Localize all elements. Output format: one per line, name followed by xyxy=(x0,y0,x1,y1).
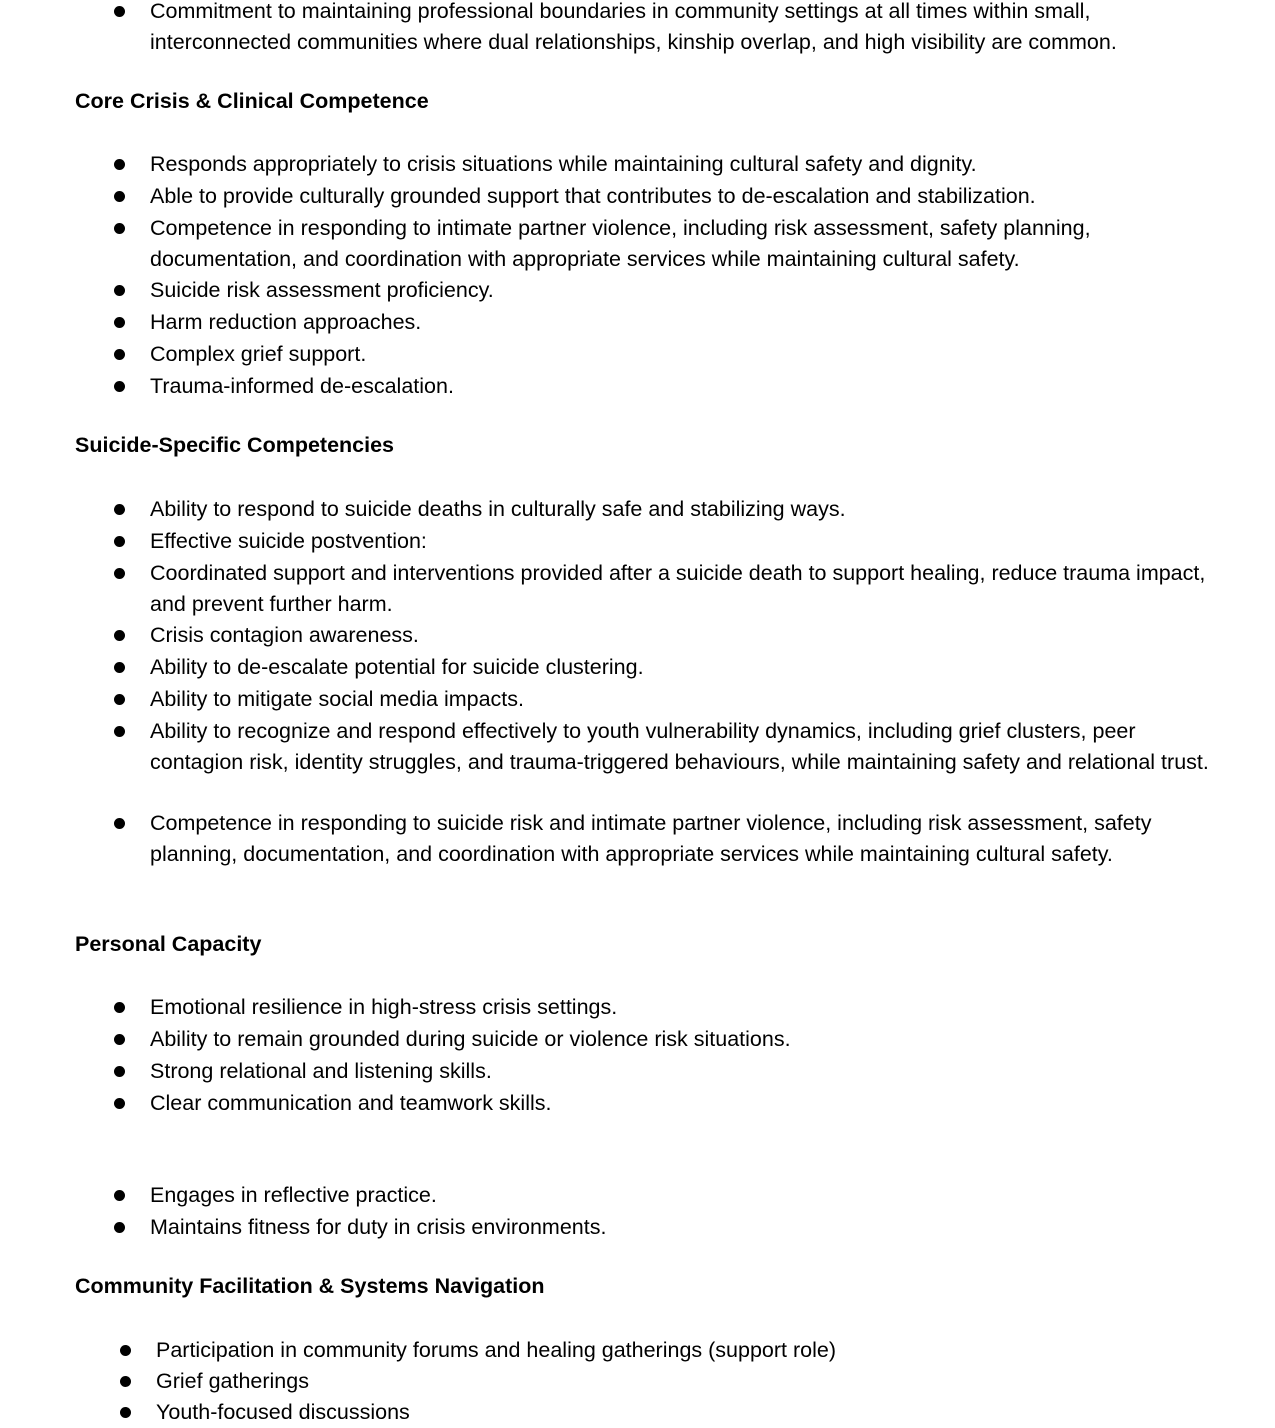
list-item-text: Crisis contagion awareness. xyxy=(150,623,419,647)
bullet-icon xyxy=(113,0,127,10)
bullet-icon xyxy=(113,620,127,634)
bullet-icon xyxy=(113,181,127,195)
section-heading-personal: Personal Capacity xyxy=(75,932,262,956)
list-item-text: Clear communication and teamwork skills. xyxy=(150,1091,552,1115)
list-item-text: Grief gatherings xyxy=(156,1369,309,1393)
list-item-text: Competence in responding to suicide risk and intimate partner violence, including risk assessment, safety planning, documentation, and coordination with appropriate services while maintaining cultural safety. xyxy=(150,811,1152,866)
bullet-icon xyxy=(113,558,127,572)
list-item-text: Youth-focused discussions xyxy=(156,1400,410,1424)
bullet-icon xyxy=(113,275,127,289)
bullet-icon xyxy=(113,494,127,508)
list-item-text: Ability to mitigate social media impacts. xyxy=(150,687,525,711)
bullet-icon xyxy=(113,213,127,227)
list-item-text: Ability to recognize and respond effectively to youth vulnerability dynamics, including grief clusters, peer contagion risk, identity struggles, and trauma-triggered behaviours, while maintaining safety and relational trust. xyxy=(150,719,1209,774)
bullet-icon xyxy=(113,992,127,1006)
list-item-text: Ability to de-escalate potential for suicide clustering. xyxy=(150,655,644,679)
section-heading-suicide: Suicide-Specific Competencies xyxy=(75,433,395,457)
bullet-icon xyxy=(113,1180,127,1194)
bullet-icon xyxy=(113,684,127,698)
bullet-icon xyxy=(113,307,127,321)
bullet-icon xyxy=(119,1397,133,1411)
list-item-text: Engages in reflective practice. xyxy=(150,1183,437,1207)
bullet-icon xyxy=(113,371,127,385)
bullet-icon xyxy=(113,526,127,540)
list-item-text: Ability to respond to suicide deaths in culturally safe and stabilizing ways. xyxy=(150,497,846,521)
list-item-text: Effective suicide postvention: xyxy=(150,529,427,553)
bullet-icon xyxy=(113,339,127,353)
bullet-icon xyxy=(113,149,127,163)
bullet-icon xyxy=(113,1056,127,1070)
bullet-icon xyxy=(113,716,127,730)
bullet-icon xyxy=(113,652,127,666)
list-item-text: Strong relational and listening skills. xyxy=(150,1059,492,1083)
list-item-text: Responds appropriately to crisis situations while maintaining cultural safety and dignity. xyxy=(150,152,977,176)
list-item-text: Participation in community forums and healing gatherings (support role) xyxy=(156,1338,836,1362)
list-item-text: Suicide risk assessment proficiency. xyxy=(150,278,494,302)
bullet-icon xyxy=(113,808,127,822)
list-item-text: Maintains fitness for duty in crisis environments. xyxy=(150,1215,607,1239)
bullet-icon xyxy=(113,1088,127,1102)
bullet-icon xyxy=(119,1335,133,1349)
list-item-text: Ability to remain grounded during suicide or violence risk situations. xyxy=(150,1027,791,1051)
list-item-text: Harm reduction approaches. xyxy=(150,310,422,334)
bullet-icon xyxy=(113,1024,127,1038)
bullet-icon xyxy=(113,1212,127,1226)
list-item-text: Coordinated support and interventions provided after a suicide death to support healing, reduce trauma impact, and prevent further harm. xyxy=(150,561,1206,616)
list-item-text: Able to provide culturally grounded support that contributes to de-escalation and stabilization. xyxy=(150,184,1036,208)
bullet-icon xyxy=(119,1366,133,1380)
list-item-text: Complex grief support. xyxy=(150,342,367,366)
section-heading-core: Core Crisis & Clinical Competence xyxy=(75,89,429,113)
section-heading-community: Community Facilitation & Systems Navigation xyxy=(75,1274,545,1298)
list-item-text: Emotional resilience in high-stress crisis settings. xyxy=(150,995,618,1019)
list-item-text: Commitment to maintaining professional boundaries in community settings at all times within small, interconnected communities where dual relationships, kinship overlap, and high visibility are common. xyxy=(150,0,1117,54)
list-item-text: Competence in responding to intimate partner violence, including risk assessment, safety planning, documentation, and coordination with appropriate services while maintaining cultural safety. xyxy=(150,216,1091,271)
list-item-text: Trauma-informed de-escalation. xyxy=(150,374,454,398)
